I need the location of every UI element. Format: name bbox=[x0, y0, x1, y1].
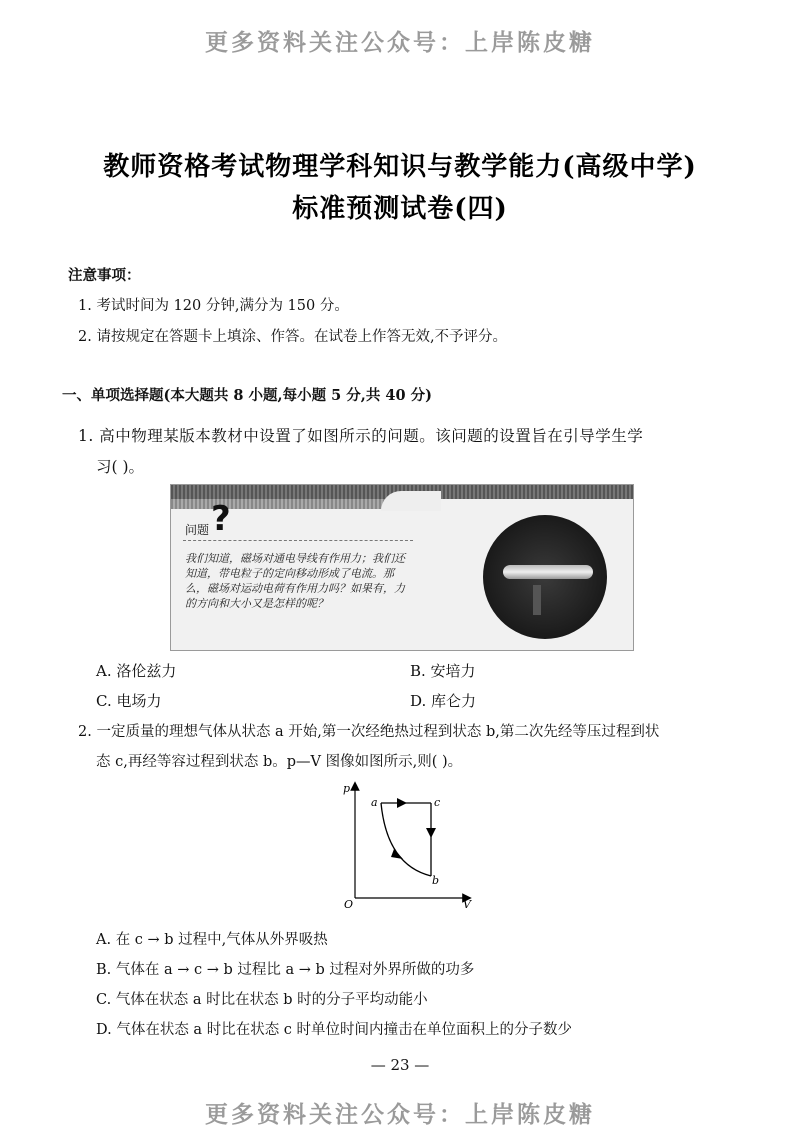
label-p: p bbox=[343, 782, 351, 795]
cb-arrow-icon bbox=[426, 828, 436, 838]
tube-stand-icon bbox=[533, 585, 541, 615]
ab-arrow-icon bbox=[391, 849, 403, 859]
q2-option-b: B. 气体在 a → c → b 过程比 a → b 过程对外界所做的功多 bbox=[96, 962, 475, 978]
q1-option-b: B. 安培力 bbox=[410, 662, 476, 680]
q1-option-c: C. 电场力 bbox=[96, 692, 162, 710]
ab-curve bbox=[381, 803, 431, 876]
figure-header-bar-secondary bbox=[171, 499, 401, 509]
figure-header-curve bbox=[381, 491, 441, 511]
q1-textbook-figure bbox=[170, 484, 634, 651]
q2-option-c: C. 气体在状态 a 时比在状态 b 时的分子平均动能小 bbox=[96, 992, 428, 1008]
label-v: V bbox=[463, 898, 471, 911]
q1-stem-line1: 1. 高中物理某版本教材中设置了如图所示的问题。该问题的设置旨在引导学生学 bbox=[78, 427, 644, 445]
q2-option-a: A. 在 c → b 过程中,气体从外界吸热 bbox=[96, 932, 328, 948]
page-number: — 23 — bbox=[370, 1056, 430, 1074]
notes-heading: 注意事项： bbox=[68, 267, 141, 284]
figure-label: 问题 bbox=[185, 523, 210, 537]
watermark-top: 更多资料关注公众号：上岸陈皮糖 bbox=[205, 30, 595, 56]
label-b: b bbox=[432, 874, 440, 887]
q2-stem-line1: 2. 一定质量的理想气体从状态 a 开始,第一次经绝热过程到状态 b,第二次先经等压过程到状 bbox=[78, 724, 660, 740]
watermark-bottom: 更多资料关注公众号：上岸陈皮糖 bbox=[205, 1102, 595, 1128]
q1-stem-line2: 习( )。 bbox=[96, 458, 145, 476]
pv-diagram bbox=[335, 780, 485, 912]
question-mark-icon: ? bbox=[211, 499, 231, 539]
label-c: c bbox=[434, 796, 441, 809]
section1-heading: 一、单项选择题(本大题共 8 小题,每小题 5 分,共 40 分) bbox=[62, 387, 432, 404]
page-title-line1: 教师资格考试物理学科知识与教学能力(高级中学) bbox=[103, 152, 697, 182]
q1-option-d: D. 库仑力 bbox=[410, 692, 477, 710]
figure-divider bbox=[183, 540, 413, 541]
figure-text: 我们知道，磁场对通电导线有作用力；我们还知道，带电粒子的定向移动形成了电流。那么，磁场对运动电荷有作用力吗？如果有，力的方向和大小又是怎样的呢？ bbox=[185, 552, 405, 610]
q2-stem-line2: 态 c,再经等容过程到状态 b。p—V 图像如图所示,则( )。 bbox=[96, 754, 463, 770]
q1-option-a: A. 洛伦兹力 bbox=[96, 662, 177, 680]
page-title-line2: 标准预测试卷(四) bbox=[292, 194, 508, 224]
label-origin: O bbox=[344, 898, 354, 911]
ac-arrow-icon bbox=[397, 798, 407, 808]
cathode-ray-tube-icon bbox=[503, 565, 593, 579]
notes-item-2: 2. 请按规定在答题卡上填涂、作答。在试卷上作答无效,不予评分。 bbox=[78, 329, 508, 345]
q2-option-d: D. 气体在状态 a 时比在状态 c 时单位时间内撞击在单位面积上的分子数少 bbox=[96, 1022, 573, 1038]
notes-item-1: 1. 考试时间为 120 分钟,满分为 150 分。 bbox=[78, 298, 349, 314]
label-a: a bbox=[371, 796, 378, 809]
